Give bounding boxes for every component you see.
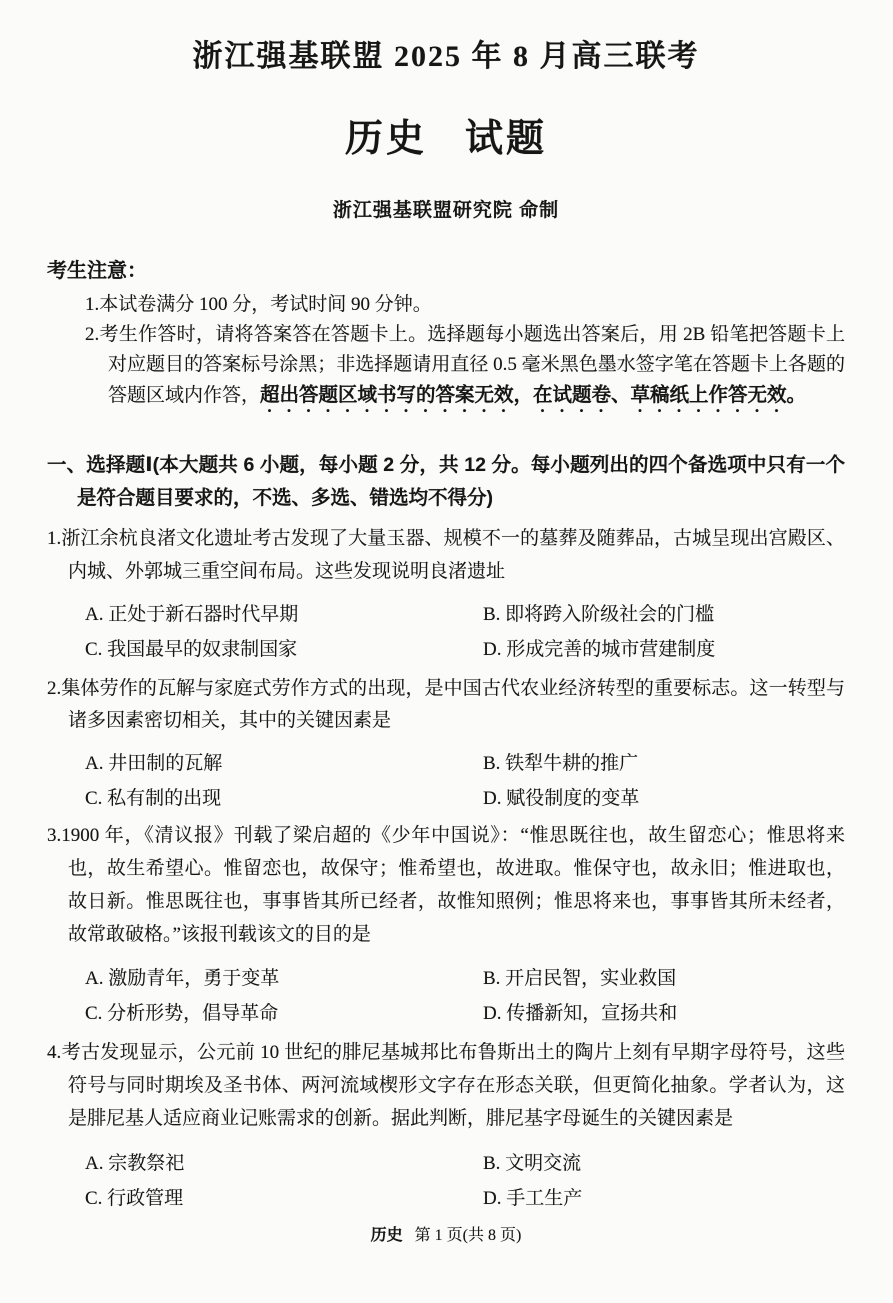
question-2-number: 2. [47, 677, 62, 699]
paper-type: 试题 [465, 118, 548, 160]
question-1-options [47, 597, 845, 667]
question-3 [47, 820, 845, 1031]
question-3-options [47, 961, 845, 1031]
options-row [47, 996, 845, 1031]
question-3-stem [47, 820, 845, 951]
question-1-stem [47, 523, 845, 589]
question-2-options [47, 746, 845, 816]
question-2-stem [47, 673, 845, 739]
question-3-option-b: B. 开启民智，实业救国 [483, 968, 677, 990]
question-3-option-a: A. 激励青年，勇于变革 [85, 968, 280, 990]
question-4 [47, 1037, 845, 1215]
question-3-text: 1900 年，《清议报》刊载了梁启超的《少年中国说》：“惟思既往也，故生留恋心；惟思将来也，故生希望心。惟留恋也，故保守；惟希望也，故进取。惟保守也，故永旧；惟进取也，故日新。惟思既往也，事事皆其所已经者，故惟知照例；惟思将来也，事事皆其所未经者，故常敢破格。”该报刊载该文的目的是 [61, 825, 845, 945]
question-1-option-b: B. 即将跨入阶级社会的门槛 [483, 603, 715, 625]
question-1-text: 浙江余杭良渚文化遗址考古发现了大量玉器、规模不一的墓葬及随葬品，古城呈现出宫殿区、内城、外郭城三重空间布局。这些发现说明良渚遗址 [61, 528, 845, 582]
question-4-option-b: B. 文明交流 [483, 1152, 582, 1174]
question-1-option-c: C. 我国最早的奴隶制国家 [85, 638, 298, 660]
question-4-option-c: C. 行政管理 [85, 1187, 184, 1209]
question-2-option-b: B. 铁犁牛耕的推广 [483, 753, 639, 775]
options-row [47, 597, 845, 632]
question-1-option-d: D. 形成完善的城市营建制度 [483, 638, 716, 660]
options-row [47, 1181, 845, 1216]
options-row [47, 781, 845, 816]
subject-name: 历史 [344, 118, 427, 160]
notice-heading: 考生注意： [47, 260, 147, 282]
question-2-option-c: C. 私有制的出现 [85, 788, 222, 810]
footer-page-info: 第 1 页(共 8 页) [414, 1226, 522, 1244]
question-1-option-a: A. 正处于新石器时代早期 [85, 603, 299, 625]
question-2 [47, 673, 845, 817]
notice-item-1: 1.本试卷满分 100 分，考试时间 90 分钟。 [85, 294, 432, 315]
question-4-options [47, 1146, 845, 1216]
question-4-option-d: D. 手工生产 [483, 1187, 583, 1209]
footer-subject: 历史 [370, 1226, 403, 1244]
question-3-option-c: C. 分析形势，倡导革命 [85, 1003, 279, 1025]
options-row [47, 746, 845, 781]
exam-paper-page [0, 40, 893, 1246]
question-4-stem [47, 1037, 845, 1135]
question-4-text: 考古发现显示，公元前 10 世纪的腓尼基城邦比布鲁斯出土的陶片上刻有早期字母符号，这些符号与同时期埃及圣书体、两河流域楔形文字存在形态关联，但更简化抽象。学者认为，这是腓尼基人适应商业记账需求的创新。据此判断，腓尼基字母诞生的关键因素是 [61, 1042, 845, 1129]
options-row [47, 961, 845, 996]
question-3-option-d: D. 传播新知，宣扬共和 [483, 1003, 678, 1025]
question-2-option-d: D. 赋役制度的变革 [483, 788, 640, 810]
section-1-heading: 一、选择题Ⅰ(本大题共 6 小题，每小题 2 分，共 12 分。每小题列出的四个备选项中只有一个是符合题目要求的，不选、多选、错选均不得分) [47, 454, 845, 509]
question-4-option-a: A. 宗教祭祀 [85, 1152, 185, 1174]
notice-item-2 [85, 320, 845, 417]
question-1-number: 1. [47, 528, 62, 549]
question-1 [47, 523, 845, 667]
notice-item-2-emphasis: 超出答题区域书写的答案无效，在试题卷、草稿纸上作答无效。 [260, 384, 807, 406]
exam-title: 浙江强基联盟 2025 年 8 月高三联考 [192, 40, 700, 73]
options-row [47, 632, 845, 667]
subject-title [47, 118, 845, 160]
question-2-option-a: A. 井田制的瓦解 [85, 753, 223, 775]
question-3-number: 3. [47, 825, 62, 847]
question-4-number: 4. [47, 1042, 62, 1064]
question-2-text: 集体劳作的瓦解与家庭式劳作方式的出现，是中国古代农业经济转型的重要标志。这一转型与诸多因素密切相关，其中的关键因素是 [61, 677, 845, 732]
issuer-line: 浙江强基联盟研究院 命制 [332, 200, 560, 221]
page-footer [47, 1226, 845, 1246]
candidate-notice [47, 258, 845, 417]
notice-item-2-text: 2.考生作答时，请将答案答在答题卡上。选择题每小题选出答案后，用 2B 铅笔把答题卡上对应题目的答案标号涂黑；非选择题请用直径 0.5 毫米黑色墨水签字笔在答题卡上各题的答题区域内作答， [85, 324, 845, 406]
options-row [47, 1146, 845, 1181]
